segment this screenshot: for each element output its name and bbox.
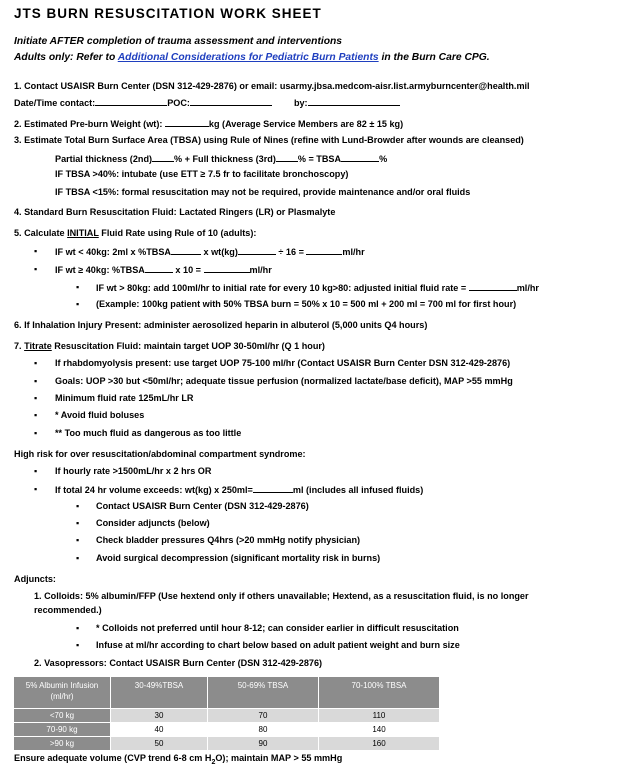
- table-cell: 30: [111, 709, 208, 723]
- footer-note: Ensure adequate volume (CVP trend 6-8 cm $H_2O$); maintain MAP > 55 mmHg: [14, 753, 343, 766]
- item-7-bullet: Minimum fluid rate 125mL/hr LR: [55, 393, 194, 403]
- lt40-rate-blank[interactable]: [306, 245, 342, 255]
- table-row: [14, 723, 440, 737]
- item-4-fluid: 4. Standard Burn Resuscitation Fluid: Lactated Ringers (LR) or Plasmalyte: [14, 207, 336, 217]
- intro-line-2: Adults only: Refer to Additional Considerations for Pediatric Burn Patients in the Burn Care CPG.: [14, 52, 490, 63]
- table-cell: 80: [208, 723, 319, 737]
- item-3-gt40: IF TBSA >40%: intubate (use ETT ≥ 7.5 fr to facilitate bronchoscopy): [55, 169, 349, 179]
- adjuncts-vasopressors: 2. Vasopressors: Contact USAISR Burn Center (DSN 312-429-2876): [34, 658, 323, 668]
- item-5-heading: 5. Calculate INITIAL Fluid Rate using Rule of 10 (adults):: [14, 228, 257, 238]
- bullet-icon: ▪: [76, 535, 80, 545]
- item-7-bullet: ** Too much fluid as dangerous as too little: [55, 428, 242, 438]
- item-1-contact: 1. Contact USAISR Burn Center (DSN 312-429-2876) or email: usarmy.jbsa.medcom-aisr.list.armyburncenter@health.mil: [14, 81, 530, 91]
- bullet-icon: ▪: [76, 640, 80, 650]
- ge40-rate-blank[interactable]: [204, 263, 250, 273]
- item-1-date-line: Date/Time contact: POC: by:: [14, 96, 400, 109]
- item-7-bullet: Goals: UOP >30 but <50ml/hr; adequate tissue perfusion (normalized lactate/base deficit), MAP >55 mmHg: [55, 376, 513, 386]
- item-3-thickness-line: Partial thickness (2nd) % + Full thickness (3rd) % = TBSA %: [55, 154, 388, 164]
- bullet-icon: ▪: [34, 428, 38, 438]
- item-5-gt80: IF wt > 80kg: add 100ml/hr to initial rate for every 10 kg>80: adjusted initial fluid rate = ml/hr: [96, 283, 539, 293]
- adjuncts-colloids-sub: Infuse at ml/hr according to chart below based on adult patient weight and burn size: [96, 640, 460, 650]
- bullet-icon: ▪: [34, 246, 38, 256]
- table-cell: 50: [111, 737, 208, 751]
- high-risk-heading: High risk for over resuscitation/abdominal compartment syndrome:: [14, 449, 306, 459]
- high-risk-24hr: If total 24 hr volume exceeds: wt(kg) x 250ml= ml (includes all infused fluids): [55, 485, 424, 495]
- lt40-weight-blank[interactable]: [238, 245, 276, 255]
- bullet-icon: ▪: [76, 299, 80, 309]
- table-row-header: <70 kg: [14, 709, 111, 723]
- item-5-lt40: IF wt < 40kg: 2ml x %TBSA x wt(kg) ÷ 16 = ml/hr: [55, 247, 365, 257]
- adjusted-rate-blank[interactable]: [469, 281, 517, 291]
- table-column-header: 50-69% TBSA: [208, 677, 319, 709]
- table-column-header: 30-49%TBSA: [111, 677, 208, 709]
- item-2-weight: 2. Estimated Pre-burn Weight (wt): kg (Average Service Members are 82 ± 15 kg): [14, 119, 404, 129]
- albumin-infusion-table: [13, 676, 440, 751]
- high-risk-sub: Check bladder pressures Q4hrs (>20 mmHg notify physician): [96, 535, 361, 545]
- item-7-heading: 7. Titrate Resuscitation Fluid: maintain target UOP 30-50ml/hr (Q 1 hour): [14, 341, 325, 351]
- bullet-icon: ▪: [76, 623, 80, 633]
- table-cell: 70: [208, 709, 319, 723]
- bullet-icon: ▪: [76, 518, 80, 528]
- item-7-bullet: * Avoid fluid boluses: [55, 410, 145, 420]
- page-title: JTS BURN RESUSCITATION WORK SHEET: [14, 6, 322, 21]
- bullet-icon: ▪: [76, 553, 80, 563]
- bullet-icon: ▪: [34, 410, 38, 420]
- high-risk-sub: Contact USAISR Burn Center (DSN 312-429-2876): [96, 501, 309, 511]
- table-cell: 140: [319, 723, 440, 737]
- table-row-header: >90 kg: [14, 737, 111, 751]
- item-3-tbsa: 3. Estimate Total Burn Surface Area (TBSA) using Rule of Nines (refine with Lund-Browder after wounds are cleansed): [14, 135, 524, 145]
- table-row: [14, 709, 440, 723]
- bullet-icon: ▪: [34, 466, 38, 476]
- intro-line-1: Initiate AFTER completion of trauma assessment and interventions: [14, 36, 343, 47]
- high-risk-hourly: If hourly rate >1500mL/hr x 2 hrs OR: [55, 466, 212, 476]
- full-thickness-blank[interactable]: [276, 152, 298, 162]
- table-column-header: 70-100% TBSA: [319, 677, 440, 709]
- item-6-inhalation: 6. If Inhalation Injury Present: administer aerosolized heparin in albuterol (5,000 units Q4 hours): [14, 320, 428, 330]
- table-corner-header: 5% Albumin Infusion (ml/hr): [14, 677, 111, 709]
- bullet-icon: ▪: [76, 282, 80, 292]
- date-time-blank[interactable]: [95, 96, 167, 106]
- pediatric-considerations-link[interactable]: Additional Considerations for Pediatric Burn Patients: [117, 52, 379, 63]
- by-blank[interactable]: [308, 96, 400, 106]
- bullet-icon: ▪: [34, 393, 38, 403]
- bullet-icon: ▪: [76, 501, 80, 511]
- adjuncts-colloids-line-1: 1. Colloids: 5% albumin/FFP (Use hextend only if others unavailable; Hextend, as a resuscitation fluid, is no longer: [34, 591, 529, 601]
- high-risk-sub: Consider adjuncts (below): [96, 518, 210, 528]
- lt40-tbsa-blank[interactable]: [171, 245, 201, 255]
- table-row-header: 70-90 kg: [14, 723, 111, 737]
- tbsa-blank[interactable]: [341, 152, 379, 162]
- bullet-icon: ▪: [34, 358, 38, 368]
- table-cell: 90: [208, 737, 319, 751]
- adjuncts-colloids-line-2: recommended.): [34, 605, 102, 615]
- item-7-bullet: If rhabdomyolysis present: use target UOP 75-100 ml/hr (Contact USAISR Burn Center DSN 312-429-2876): [55, 358, 511, 368]
- bullet-icon: ▪: [34, 484, 38, 494]
- item-3-lt15: IF TBSA <15%: formal resuscitation may not be required, provide maintenance and/or oral fluids: [55, 187, 471, 197]
- table-cell: 40: [111, 723, 208, 737]
- high-risk-sub: Avoid surgical decompression (significant mortality risk in burns): [96, 553, 381, 563]
- adjuncts-heading: Adjuncts:: [14, 574, 56, 584]
- poc-blank[interactable]: [190, 96, 272, 106]
- volume-24hr-blank[interactable]: [253, 483, 293, 493]
- item-5-example: (Example: 100kg patient with 50% TBSA burn = 50% x 10 = 500 ml + 200 ml = 700 ml for first hour): [96, 299, 517, 309]
- item-5-ge40: IF wt ≥ 40kg: %TBSA x 10 = ml/hr: [55, 265, 272, 275]
- bullet-icon: ▪: [34, 376, 38, 386]
- bullet-icon: ▪: [34, 264, 38, 274]
- table-row: [14, 737, 440, 751]
- table-cell: 110: [319, 709, 440, 723]
- adjuncts-colloids-sub: * Colloids not preferred until hour 8-12; can consider earlier in difficult resuscitation: [96, 623, 459, 633]
- weight-blank[interactable]: [165, 117, 209, 127]
- partial-thickness-blank[interactable]: [152, 152, 174, 162]
- ge40-tbsa-blank[interactable]: [145, 263, 173, 273]
- table-cell: 160: [319, 737, 440, 751]
